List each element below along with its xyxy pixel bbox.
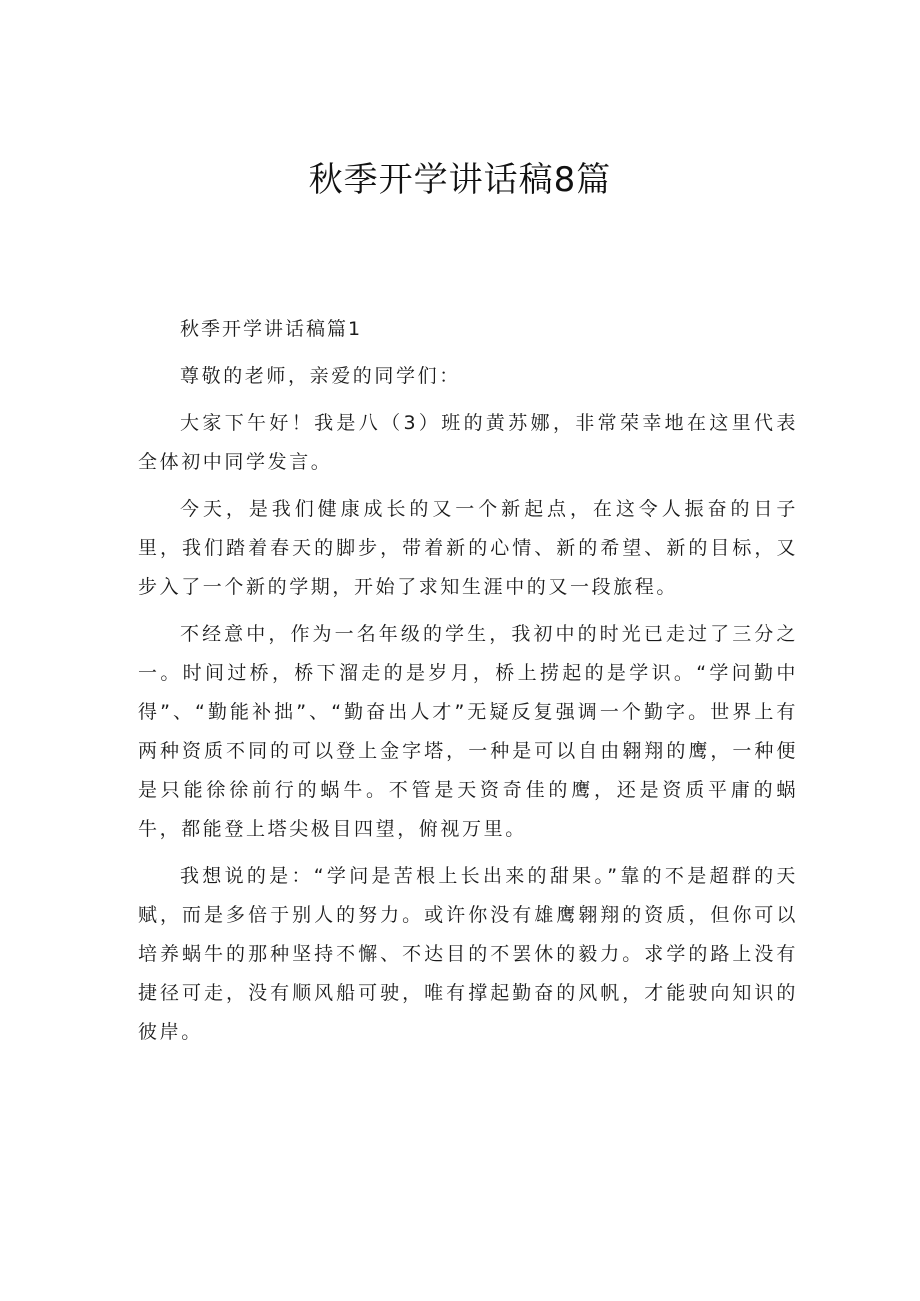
paragraph-new-semester: 今天，是我们健康成长的又一个新起点，在这令人振奋的日子里，我们踏着春天的脚步，带着新的心情、新的希望、新的目标，又步入了一个新的学期，开始了求知生涯中的又一段旅程。 [138,498,798,598]
section-heading: 秋季开学讲话稿篇1 [180,318,363,340]
paragraph-salutation: 尊敬的老师，亲爱的同学们： [180,365,461,387]
paragraph-perseverance: 我想说的是：“学问是苦根上长出来的甜果。”靠的不是超群的天赋，而是多倍于别人的努力。或许你没有雄鹰翱翔的资质，但你可以培养蜗牛的那种坚持不懈、不达目的不罢休的毅力。求学的路上没有捷径可走，没有顺风船可驶，唯有撑起勤奋的风帆，才能驶向知识的彼岸。 [138,865,798,1043]
document-body [138,310,798,1060]
paragraph-greeting: 大家下午好！我是八（3）班的黄苏娜，非常荣幸地在这里代表全体初中同学发言。 [138,412,798,473]
paragraph-diligence: 不经意中，作为一名年级的学生，我初中的时光已走过了三分之一。时间过桥，桥下溜走的是岁月，桥上捞起的是学识。“学问勤中得”、“勤能补拙”、“勤奋出人才”无疑反复强调一个勤字。世界上有两种资质不同的可以登上金字塔，一种是可以自由翱翔的鹰，一种便是只能徐徐前行的蜗牛。不管是天资奇佳的鹰，还是资质平庸的蜗牛，都能登上塔尖极目四望，俯视万里。 [138,623,798,840]
document-title: 秋季开学讲话稿8篇 [308,160,612,200]
